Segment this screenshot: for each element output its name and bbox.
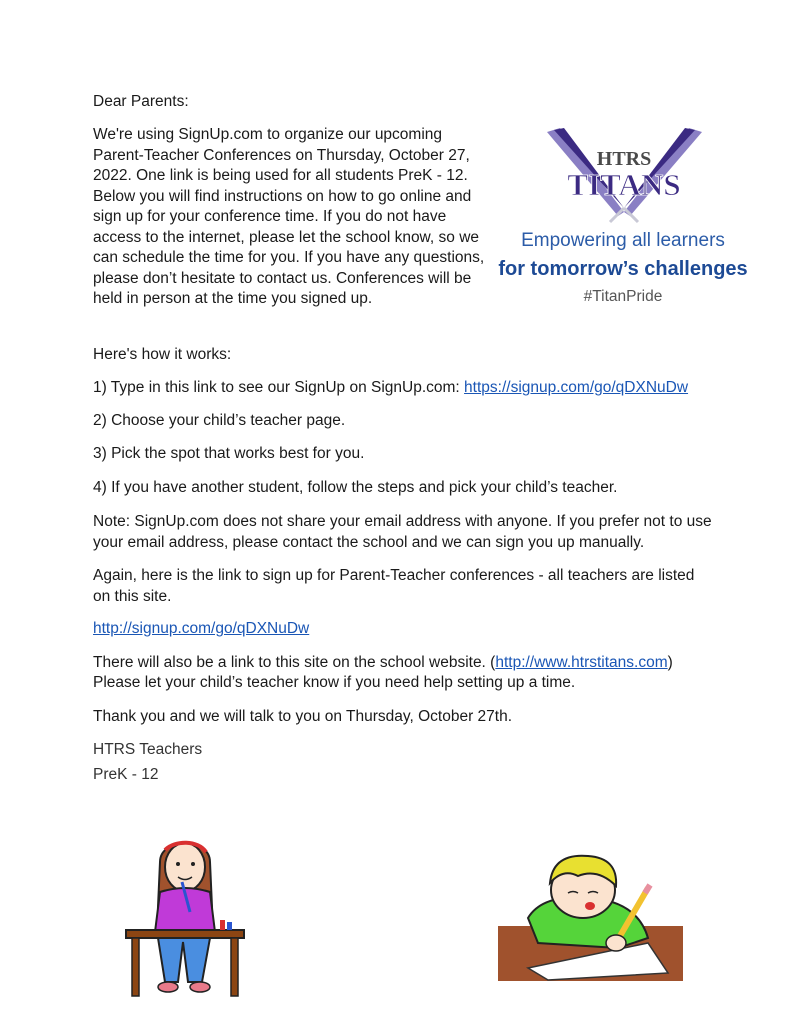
website-text-post: ) [667,654,673,671]
signature-line-2: PreK - 12 [93,766,159,783]
girl-at-desk-clipart [120,832,250,1002]
intro-paragraph: We're using SignUp.com to organize our upcoming Parent-Teacher Conferences on Thursday, October 27, 2022. One link is being used for all students PreK - 12. Below you will find instructions on how to go online and sign up for your conference time. If you do not have access to the internet, please let the school know, so we can schedule the time for you. If you have any questions, please don’t hesitate to contact us. Conferences will be held in person at the time you signed up. [93,126,485,307]
privacy-note: Note: SignUp.com does not share your email address with anyone. If you prefer not to use your email address, please contact the school and we can sign you up manually. [93,513,712,551]
step-2: 2) Choose your child’s teacher page. [93,412,346,429]
signup-link-line [93,619,713,640]
htrs-titans-logo [492,120,754,315]
website-text-pre: There will also be a link to this site on the school website. ( [93,654,496,671]
logo-slogan-line2: for tomorrow’s challenges [498,258,748,280]
logo-text-htrs: HTRS [596,148,652,170]
signup-link[interactable]: https://signup.com/go/qDXNuDw [464,379,689,396]
logo-text-titans: TITANS [567,167,681,202]
logo-slogan-line1: Empowering all learners [521,230,725,251]
logo-hashtag: #TitanPride [583,288,663,305]
how-it-works-heading: Here's how it works: [93,346,232,363]
school-website-link[interactable]: http://www.htrstitans.com [495,654,668,671]
greeting: Dear Parents: [93,93,189,110]
titans-emblem [492,120,754,225]
step-1-text: 1) Type in this link to see our SignUp on SignUp.com: [93,379,465,396]
boy-writing-clipart [498,848,683,983]
step-3: 3) Pick the spot that works best for you. [93,445,365,462]
signature-line-1: HTRS Teachers [93,741,203,758]
signup-link-2[interactable]: http://signup.com/go/qDXNuDw [93,620,310,637]
thanks-line: Thank you and we will talk to you on Thursday, October 27th. [93,708,513,725]
step-4: 4) If you have another student, follow the steps and pick your child’s teacher. [93,479,618,496]
website-line [93,653,713,674]
step-1 [93,378,713,399]
help-line: Please let your child’s teacher know if you need help setting up a time. [93,674,576,691]
again-paragraph: Again, here is the link to sign up for Parent-Teacher conferences - all teachers are listed on this site. [93,567,695,605]
